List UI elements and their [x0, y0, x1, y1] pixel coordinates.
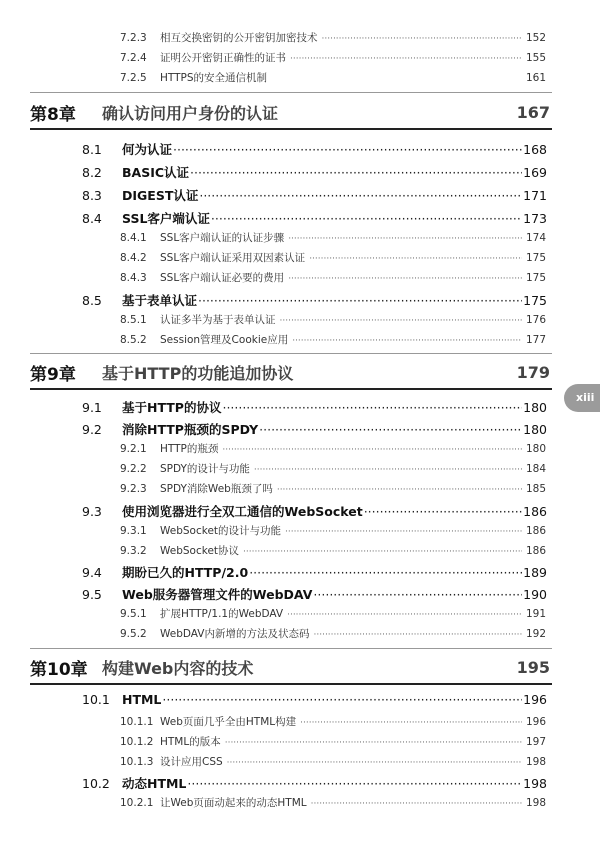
chapter-page: 195: [516, 657, 550, 677]
entry-title: SSL客户端认证的认证步骤: [160, 232, 285, 244]
toc-entry-8-4-1[interactable]: [120, 230, 546, 245]
entry-page: 198: [525, 756, 546, 768]
section-number: 9.4: [82, 565, 102, 580]
entry-page: 174: [525, 232, 546, 244]
toc-entry-10-1-3[interactable]: [120, 754, 546, 769]
entry-number: 10.1.2: [120, 736, 154, 748]
dot-leader: [225, 738, 522, 748]
section-title: 何为认证: [122, 142, 173, 157]
dot-leader: [288, 234, 522, 244]
entry-page: 175: [525, 272, 546, 284]
section-page: 168: [523, 142, 547, 157]
section-title: Web服务器管理文件的WebDAV: [122, 587, 313, 602]
entry-title: 相互交换密钥的公开密钥加密技术: [160, 32, 318, 44]
section-number: 8.1: [82, 142, 102, 157]
toc-entry-7-2-3[interactable]: [120, 30, 546, 45]
entry-number: 9.3.1: [120, 525, 147, 537]
toc-section-8-4[interactable]: [82, 209, 547, 227]
entry-page: 192: [525, 628, 546, 640]
section-number: 9.1: [82, 400, 102, 415]
entry-number: 9.2.2: [120, 463, 147, 475]
section-page: 180: [523, 400, 547, 415]
entry-number: 7.2.5: [120, 72, 147, 84]
toc-section-9-1[interactable]: [82, 398, 547, 416]
chapter-rule-top: [30, 353, 552, 354]
chapter-8-header[interactable]: [30, 98, 550, 126]
toc-entry-9-3-1[interactable]: [120, 523, 546, 538]
dot-leader: [222, 400, 522, 415]
entry-title: 扩展HTTP/1.1的WebDAV: [160, 608, 284, 620]
entry-title: HTTP的瓶颈: [160, 443, 219, 455]
entry-title: SPDY的设计与功能: [160, 463, 250, 475]
entry-page: 152: [525, 32, 546, 44]
toc-entry-10-1-2[interactable]: [120, 734, 546, 749]
toc-section-10-2[interactable]: [82, 774, 547, 792]
entry-page: 175: [525, 252, 546, 264]
entry-number: 8.5.2: [120, 334, 147, 346]
dot-leader: [313, 587, 522, 602]
dot-leader: [287, 610, 522, 620]
entry-page: 185: [525, 483, 546, 495]
dot-leader: [190, 165, 522, 180]
section-page: 198: [523, 776, 547, 791]
dot-leader: [288, 274, 522, 284]
section-page: 186: [523, 504, 547, 519]
dot-leader: [227, 758, 522, 768]
chapter-rule-bottom: [30, 128, 552, 130]
entry-title: 认证多半为基于表单认证: [160, 314, 276, 326]
entry-number: 10.2.1: [120, 797, 154, 809]
entry-title: Session管理及Cookie应用: [160, 334, 289, 346]
chapter-page: 179: [516, 362, 550, 382]
entry-number: 9.5.2: [120, 628, 147, 640]
entry-page: 161: [525, 72, 546, 84]
chapter-10-header[interactable]: [30, 653, 550, 681]
toc-entry-8-4-3[interactable]: [120, 270, 546, 285]
toc-entry-10-1-1[interactable]: [120, 714, 546, 729]
dot-leader: [309, 254, 522, 264]
toc-section-8-1[interactable]: [82, 140, 547, 158]
section-number: 10.1: [82, 692, 110, 707]
chapter-rule-bottom: [30, 388, 552, 390]
section-page: 173: [523, 211, 547, 226]
toc-section-8-3[interactable]: [82, 186, 547, 204]
dot-leader: [254, 465, 522, 475]
entry-title: SSL客户端认证必要的费用: [160, 272, 285, 284]
section-title: 基于表单认证: [122, 293, 198, 308]
dot-leader: [162, 692, 522, 707]
toc-entry-9-3-2[interactable]: [120, 543, 546, 558]
dot-leader: [290, 54, 522, 64]
entry-title: 证明公开密钥正确性的证书: [160, 52, 286, 64]
entry-page: 155: [525, 52, 546, 64]
toc-entry-8-4-2[interactable]: [120, 250, 546, 265]
entry-number: 8.4.2: [120, 252, 147, 264]
dot-leader: [292, 336, 522, 346]
entry-number: 8.4.1: [120, 232, 147, 244]
section-title: 期盼已久的HTTP/2.0: [122, 565, 249, 580]
entry-page: 191: [525, 608, 546, 620]
toc-entry-10-2-1[interactable]: [120, 795, 546, 810]
section-number: 9.5: [82, 587, 102, 602]
toc-section-9-3[interactable]: [82, 502, 547, 520]
dot-leader: [222, 445, 522, 455]
chapter-title: 构建Web内容的技术: [102, 658, 254, 678]
entry-number: 7.2.4: [120, 52, 147, 64]
section-number: 9.3: [82, 504, 102, 519]
chapter-9-header[interactable]: [30, 358, 550, 386]
section-page: 190: [523, 587, 547, 602]
entry-title: SSL客户端认证采用双因素认证: [160, 252, 306, 264]
entry-page: 186: [525, 545, 546, 557]
dot-leader: [243, 547, 522, 557]
toc-section-9-2[interactable]: [82, 420, 547, 438]
dot-leader: [277, 485, 522, 495]
entry-page: 197: [525, 736, 546, 748]
section-number: 8.3: [82, 188, 102, 203]
toc-entry-8-5-2[interactable]: [120, 332, 546, 347]
section-title: 动态HTML: [122, 776, 187, 791]
dot-leader: [198, 293, 522, 308]
toc-section-8-5[interactable]: [82, 291, 547, 309]
dot-leader: [285, 527, 522, 537]
toc-entry-9-5-1[interactable]: [120, 606, 546, 621]
toc-entry-9-2-3[interactable]: [120, 481, 546, 496]
dot-leader: [173, 142, 522, 157]
chapter-label: 第8章: [30, 104, 76, 125]
section-title: BASIC认证: [122, 165, 190, 180]
toc-section-9-4[interactable]: [82, 563, 547, 581]
section-number: 9.2: [82, 422, 102, 437]
entry-title: 让Web页面动起来的动态HTML: [160, 797, 307, 809]
chapter-page: 167: [516, 102, 550, 122]
dot-leader: [364, 504, 522, 519]
section-number: 10.2: [82, 776, 110, 791]
chapter-title: 确认访问用户身份的认证: [102, 103, 279, 123]
section-page: 175: [523, 293, 547, 308]
section-title: 消除HTTP瓶颈的SPDY: [122, 422, 259, 437]
toc-section-9-5[interactable]: [82, 585, 547, 603]
entry-page: 180: [525, 443, 546, 455]
dot-leader: [199, 188, 522, 203]
section-page: 196: [523, 692, 547, 707]
chapter-title: 基于HTTP的功能追加协议: [102, 363, 294, 383]
toc-entry-7-2-4[interactable]: [120, 50, 546, 65]
entry-page: 184: [525, 463, 546, 475]
entry-page: 176: [525, 314, 546, 326]
section-title: SSL客户端认证: [122, 211, 210, 226]
dot-leader: [249, 565, 522, 580]
section-title: 使用浏览器进行全双工通信的WebSocket: [122, 504, 363, 519]
toc-entry-7-2-5[interactable]: [120, 70, 546, 85]
dot-leader: [314, 630, 522, 640]
section-title: HTML: [122, 692, 162, 707]
entry-title: HTTPS的安全通信机制: [160, 72, 268, 84]
entry-page: 196: [525, 716, 546, 728]
dot-leader: [300, 718, 522, 728]
page-number-label: xiii: [576, 391, 595, 404]
chapter-label: 第9章: [30, 364, 76, 385]
section-number: 8.4: [82, 211, 102, 226]
toc-entry-9-2-2[interactable]: [120, 461, 546, 476]
chapter-rule-top: [30, 648, 552, 649]
entry-number: 7.2.3: [120, 32, 147, 44]
entry-number: 10.1.3: [120, 756, 154, 768]
section-page: 171: [523, 188, 547, 203]
entry-number: 8.4.3: [120, 272, 147, 284]
entry-title: Web页面几乎全由HTML构建: [160, 716, 297, 728]
section-page: 180: [523, 422, 547, 437]
chapter-rule-top: [30, 92, 552, 93]
toc-entry-9-2-1[interactable]: [120, 441, 546, 456]
entry-page: 198: [525, 797, 546, 809]
toc-entry-8-5-1[interactable]: [120, 312, 546, 327]
toc-section-8-2[interactable]: [82, 163, 547, 181]
entry-number: 9.2.3: [120, 483, 147, 495]
dot-leader: [322, 34, 522, 44]
chapter-label: 第10章: [30, 659, 88, 680]
toc-entry-9-5-2[interactable]: [120, 626, 546, 641]
entry-number: 9.3.2: [120, 545, 147, 557]
section-number: 8.5: [82, 293, 102, 308]
entry-number: 10.1.1: [120, 716, 154, 728]
dot-leader: [187, 776, 522, 791]
entry-title: WebSocket的设计与功能: [160, 525, 282, 537]
page-number-tab: [564, 384, 600, 412]
entry-title: 设计应用CSS: [160, 756, 223, 768]
toc-section-10-1[interactable]: [82, 692, 547, 707]
dot-leader: [280, 316, 522, 326]
entry-title: HTML的版本: [160, 736, 221, 748]
dot-leader: [311, 799, 522, 809]
dot-leader: [211, 211, 522, 226]
chapter-rule-bottom: [30, 683, 552, 685]
dot-leader: [259, 422, 522, 437]
entry-number: 9.2.1: [120, 443, 147, 455]
section-page: 189: [523, 565, 547, 580]
entry-number: 8.5.1: [120, 314, 147, 326]
entry-title: SPDY消除Web瓶颈了吗: [160, 483, 273, 495]
entry-title: WebDAV内新增的方法及状态码: [160, 628, 310, 640]
section-title: DIGEST认证: [122, 188, 199, 203]
entry-number: 9.5.1: [120, 608, 147, 620]
section-page: 169: [523, 165, 547, 180]
entry-page: 177: [525, 334, 546, 346]
section-number: 8.2: [82, 165, 102, 180]
entry-title: WebSocket协议: [160, 545, 240, 557]
section-title: 基于HTTP的协议: [122, 400, 222, 415]
entry-page: 186: [525, 525, 546, 537]
